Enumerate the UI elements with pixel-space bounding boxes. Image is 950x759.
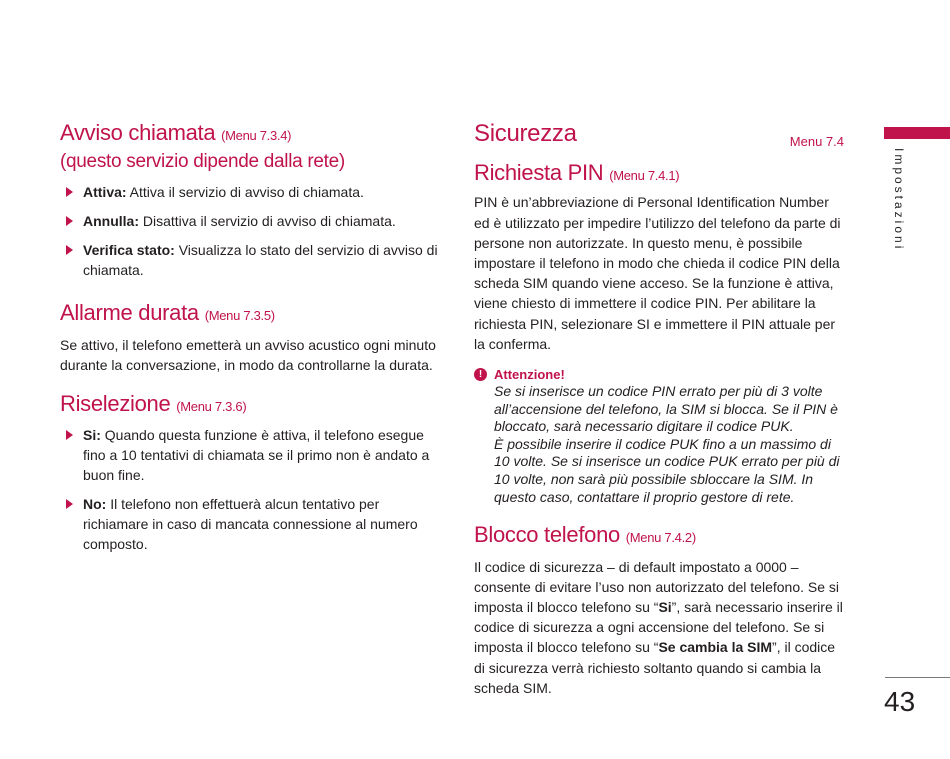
note-text: Se si inserisce un codice PIN errato per più di 3 volte all’accensione del telefono, la SIM si blocca. Se il PIN è bloccato, sarà necessario digitare il codice PUK. È possibile inserire il codice PUK fino a un massimo di 10 volte. Se si inserisce un codice PUK errato per più di 10 volte, non sarà più possibile sbloccare la SIM. In questo caso, contattare il proprio gestore di rete. xyxy=(494,383,840,505)
allarme-menu-ref: (Menu 7.3.5) xyxy=(204,308,275,324)
left-column xyxy=(60,120,440,563)
page-number: 43 xyxy=(884,686,916,717)
riselezione-heading xyxy=(60,391,440,417)
bullet-arrow-icon xyxy=(66,187,73,197)
bullet-arrow-icon xyxy=(66,216,73,226)
pin-heading xyxy=(474,160,848,186)
bullet-arrow-icon xyxy=(66,499,73,509)
blocco-bold-si: Si xyxy=(658,598,672,615)
warning-icon: ! xyxy=(474,368,487,381)
item-text: Il telefono non effettuerà alcun tentativo per richiamare in caso di mancata connessione al numero composto. xyxy=(83,496,418,553)
bullet-arrow-icon xyxy=(66,245,73,255)
list-item xyxy=(60,425,440,485)
bullet-arrow-icon xyxy=(66,430,73,440)
blocco-text-part: ”, il codice di sicurezza verrà richiesto soltanto quando si cambia la scheda SIM. xyxy=(474,639,836,696)
riselezione-title: Riselezione xyxy=(60,390,171,416)
item-label: Si: xyxy=(83,427,101,444)
sicurezza-menu-ref: Menu 7.4 xyxy=(789,134,844,149)
list-item xyxy=(60,182,440,202)
allarme-title: Allarme durata xyxy=(60,300,199,326)
avviso-heading xyxy=(60,120,440,146)
side-accent-bar xyxy=(884,127,950,139)
item-label: Attiva: xyxy=(83,184,127,201)
pin-text: PIN è un’abbreviazione di Personal Identification Number ed è utilizzato per impedire l’utilizzo del telefono da parte di persone non autorizzate. In questo menu, è possibile impostare il telefono in modo che chieda il codice PIN della scheda SIM quando viene acceso. Se la funzione è attiva, viene chiesto di immettere il codice PIN. Per abilitare la richiesta PIN, selezionare SI e immettere il PIN attuale per la conferma. xyxy=(474,194,841,352)
item-label: No: xyxy=(83,496,107,513)
blocco-text xyxy=(474,557,848,698)
allarme-text: Se attivo, il telefono emetterà un avviso acustico ogni minuto durante la conversazione, in modo da controllarne la durata. xyxy=(60,336,436,373)
blocco-text-part: ”, sarà necessario inserire il codice di sicurezza a ogni accensione del telefono. Se si imposta il blocco telefono su “ xyxy=(474,598,843,656)
pin-menu-ref: (Menu 7.4.1) xyxy=(609,168,680,183)
blocco-bold-sim: Se cambia la SIM xyxy=(658,639,773,656)
avviso-subtitle: (questo servizio dipende dalla rete) xyxy=(60,151,345,173)
list-item xyxy=(60,240,440,280)
list-item xyxy=(60,211,440,231)
riselezione-menu-ref: (Menu 7.3.6) xyxy=(176,398,247,414)
blocco-text-part: Il codice di sicurezza – di default impostato a 0000 – consente di evitare l’uso non autorizzato del telefono. Se si imposta il blocco telefono su “ xyxy=(474,558,840,615)
pin-title: Richiesta PIN xyxy=(474,160,604,185)
avviso-title: Avviso chiamata xyxy=(60,120,216,145)
sicurezza-title: Sicurezza xyxy=(474,120,577,147)
allarme-heading xyxy=(60,300,440,326)
avviso-menu-ref: (Menu 7.3.4) xyxy=(221,128,292,143)
side-tab-label: Impostazioni xyxy=(892,148,906,252)
item-label: Annulla: xyxy=(83,213,139,230)
item-label: Verifica stato: xyxy=(83,242,175,259)
list-item xyxy=(60,494,440,554)
sicurezza-heading xyxy=(474,120,848,152)
item-text: Visualizza lo stato del servizio di avviso di chiamata. xyxy=(83,242,438,279)
blocco-title: Blocco telefono xyxy=(474,522,620,548)
item-text: Quando questa funzione è attiva, il telefono esegue fino a 10 tentativi di chiamata se il primo non è andato a buon fine. xyxy=(83,427,430,484)
item-text: Attiva il servizio di avviso di chiamata. xyxy=(126,184,364,201)
page-divider xyxy=(885,677,950,678)
right-column xyxy=(474,120,848,698)
avviso-list xyxy=(60,182,440,280)
warning-note xyxy=(474,366,848,506)
note-title: Attenzione! xyxy=(494,367,565,383)
blocco-heading xyxy=(474,522,848,548)
riselezione-list xyxy=(60,425,440,554)
blocco-menu-ref: (Menu 7.4.2) xyxy=(625,530,696,546)
item-text: Disattiva il servizio di avviso di chiamata. xyxy=(139,213,396,230)
